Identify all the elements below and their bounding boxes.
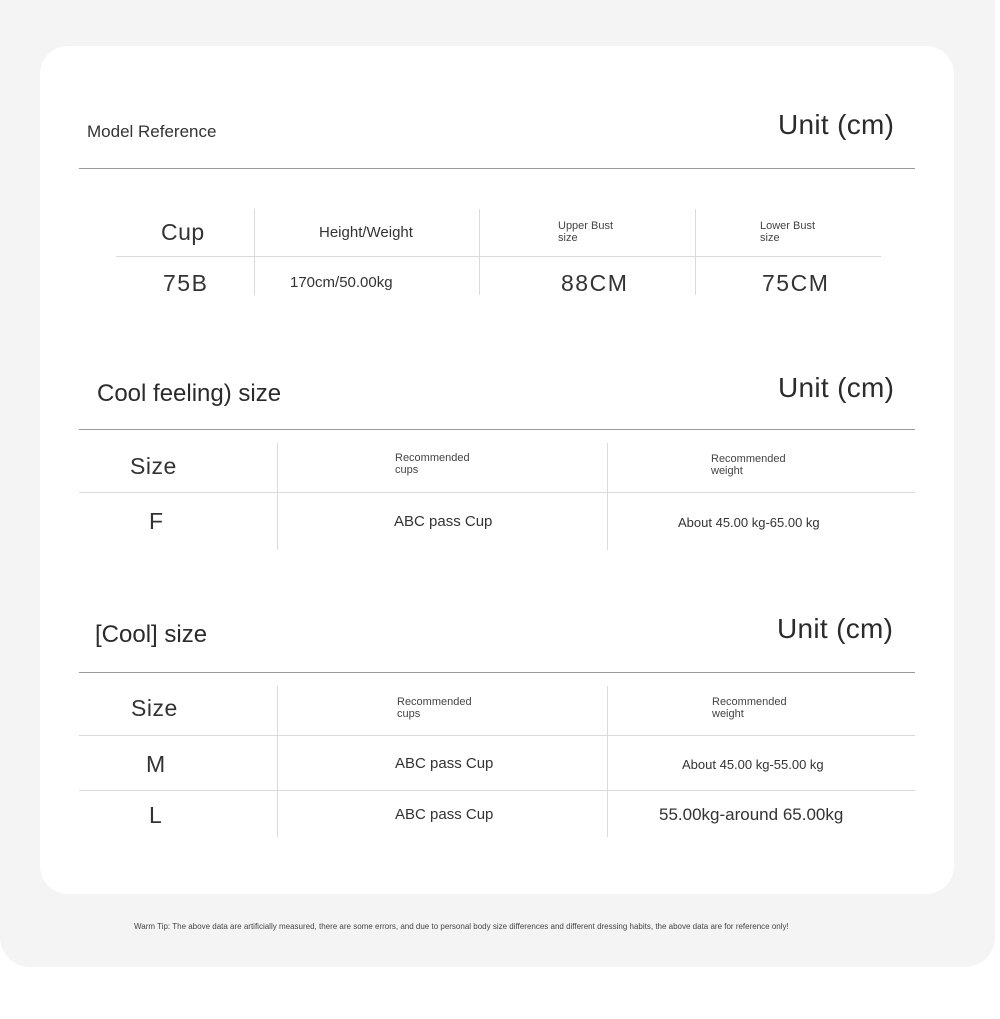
header-height-weight: Height/Weight	[319, 224, 413, 241]
model-reference-unit: Unit (cm)	[778, 109, 895, 140]
table-col-divider	[277, 686, 278, 837]
cell-upper-bust: 88CM	[561, 270, 629, 296]
table-row-divider	[116, 256, 881, 257]
cool-feeling-unit: Unit (cm)	[778, 372, 895, 403]
cell-size: M	[146, 751, 167, 777]
warm-tip: Warm Tip: The above data are artificially measured, there are some errors, and due to personal body size differences and different dressing habits, the above data are for reference only!	[134, 922, 789, 931]
cell-cups: ABC pass Cup	[394, 513, 493, 530]
table-row-divider	[79, 492, 915, 493]
header-recommended-weight: Recommended weight	[711, 453, 786, 477]
cell-cup: 75B	[163, 270, 209, 296]
header-upper-bust: Upper Bust size	[558, 220, 614, 244]
cool-title: [Cool] size	[95, 621, 208, 648]
table-col-divider	[607, 443, 608, 550]
table-col-divider	[695, 209, 696, 295]
header-recommended-cups: Recommended cups	[397, 696, 472, 720]
cell-height-weight: 170cm/50.00kg	[290, 274, 393, 291]
cell-size: F	[149, 508, 165, 534]
cell-lower-bust: 75CM	[762, 270, 830, 296]
header-cup: Cup	[161, 219, 205, 245]
model-reference-title: Model Reference	[87, 122, 217, 141]
header-recommended-weight: Recommended weight	[712, 696, 787, 720]
cell-weight: 55.00kg-around 65.00kg	[659, 805, 844, 824]
table-col-divider	[277, 443, 278, 550]
cell-weight: About 45.00 kg-65.00 kg	[678, 515, 820, 530]
cell-weight: About 45.00 kg-55.00 kg	[682, 757, 824, 772]
header-recommended-cups: Recommended cups	[395, 452, 470, 476]
table-col-divider	[479, 209, 480, 295]
header-size: Size	[130, 453, 177, 479]
divider	[79, 672, 915, 673]
header-size: Size	[131, 695, 178, 721]
table-row-divider	[79, 735, 915, 736]
cell-cups: ABC pass Cup	[395, 755, 494, 772]
cool-unit: Unit (cm)	[777, 613, 894, 644]
divider	[79, 429, 915, 430]
cool-feeling-title: Cool feeling) size	[97, 380, 282, 407]
table-col-divider	[607, 686, 608, 837]
header-lower-bust: Lower Bust size	[760, 220, 816, 244]
table-col-divider	[254, 209, 255, 295]
divider	[79, 168, 915, 169]
cell-size: L	[149, 802, 164, 828]
table-row-divider	[79, 790, 915, 791]
cell-cups: ABC pass Cup	[395, 806, 494, 823]
